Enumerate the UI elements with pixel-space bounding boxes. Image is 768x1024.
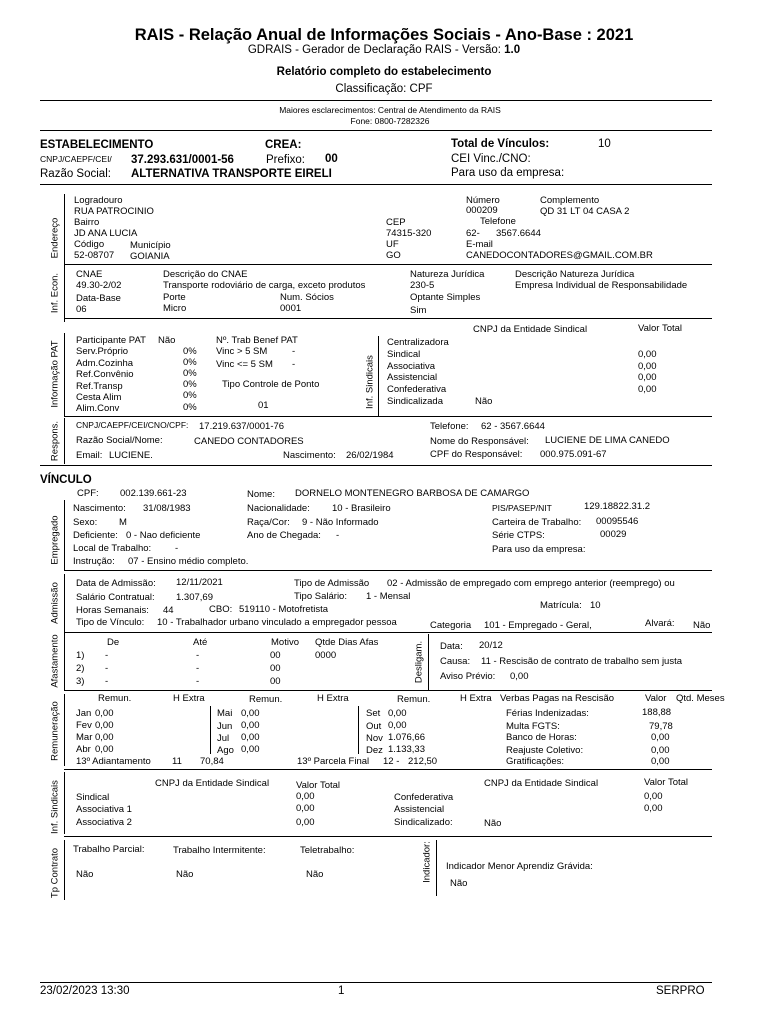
- local-trabalho-value: -: [175, 543, 179, 554]
- socios-value: 0001: [280, 303, 302, 314]
- desc-cnae-value: Transporte rodoviário de carga, exceto produtos: [163, 280, 366, 291]
- cnae-value: 49.30-2/02: [76, 280, 122, 291]
- sindicalizada-label: Sindicalizada: [387, 396, 443, 407]
- pis-value: 129.18822.31.2: [584, 501, 651, 512]
- intermitente-label: Trabalho Intermitente:: [173, 845, 266, 856]
- sindv-cnpj-header: CNPJ da Entidade Sindical: [484, 778, 599, 789]
- respons-nascimento-value: 26/02/1984: [346, 450, 394, 461]
- respons-telefone-label: Telefone:: [430, 421, 469, 432]
- footer-divider: [40, 982, 712, 983]
- nacionalidade-label: Nacionalidade:: [247, 503, 310, 514]
- afast-row-de: -: [105, 663, 109, 674]
- tipo-admissao-label: Tipo de Admissão: [294, 578, 370, 589]
- remun-header: Remun.: [397, 694, 431, 705]
- nacionalidade-value: 10 - Brasileiro: [332, 503, 391, 514]
- divider: [40, 465, 712, 466]
- side-label-indicador: Indicador:: [421, 841, 433, 883]
- afast-row-num: 2): [76, 663, 85, 674]
- side-label-remuneracao: Remuneração: [49, 701, 61, 761]
- side-label-afastamento: Afastamento: [49, 634, 61, 688]
- pat-row-value: 0%: [183, 368, 197, 379]
- alvara-label: Alvará:: [645, 618, 675, 629]
- afast-row-motivo: 00: [270, 676, 281, 687]
- admissao-data-value: 12/11/2021: [176, 577, 223, 588]
- database-value: 06: [76, 304, 87, 315]
- divider: [64, 416, 712, 417]
- remun-value: 0,00: [95, 708, 114, 719]
- porte-value: Micro: [163, 303, 187, 314]
- categoria-value: 101 - Empregado - Geral,: [484, 620, 592, 631]
- help-line: Maiores esclarecimentos: Central de Atendimento da RAIS: [279, 105, 501, 115]
- sexo-label: Sexo:: [73, 517, 98, 528]
- tipo-vinculo-value: 10 - Trabalhador urbano vinculado a empregador pessoa: [157, 617, 397, 628]
- remun-value: 0,00: [241, 732, 260, 743]
- remun-value: 0,00: [95, 732, 114, 743]
- sindv-row-value: 0,00: [644, 791, 663, 802]
- complemento-value: QD 31 LT 04 CASA 2: [540, 206, 630, 217]
- divider: [64, 836, 712, 837]
- cbo-value: 519110 - Motofretista: [239, 604, 329, 615]
- pat-row-label: Ref.Convênio: [76, 369, 134, 380]
- socios-label: Num. Sócios: [280, 292, 334, 303]
- telefone-value: 3567.6644: [496, 228, 541, 239]
- divider: [428, 632, 712, 633]
- pat-row-label: Serv.Próprio: [76, 346, 129, 357]
- chegada-label: Ano de Chegada:: [247, 530, 321, 541]
- porte-label: Porte: [163, 292, 186, 303]
- database-label: Data-Base: [76, 293, 121, 304]
- sindv-row-label: Associativa 2: [76, 817, 132, 828]
- side-rule: [428, 634, 429, 690]
- verba-value: 0,00: [651, 756, 670, 767]
- remun-value: 0,00: [241, 720, 260, 731]
- remun-month: Jul: [217, 733, 230, 744]
- afast-row-ate: -: [196, 676, 200, 687]
- total-vinculos-value: 10: [598, 138, 611, 150]
- categoria-label: Categoria: [430, 620, 472, 631]
- email-value: CANEDOCONTADORES@GMAIL.COM.BR: [466, 250, 653, 261]
- desc-natureza-value: Empresa Individual de Responsabilidade: [515, 280, 688, 291]
- admissao-data-label: Data de Admissão:: [76, 578, 156, 589]
- side-rule: [64, 694, 65, 766]
- sindv-cnpj-header: CNPJ da Entidade Sindical: [155, 778, 270, 789]
- verba-label: Gratificações:: [506, 756, 565, 767]
- verba-value: 0,00: [651, 745, 670, 756]
- remun-month: Set: [366, 708, 381, 719]
- salario-label: Salário Contratual:: [76, 592, 155, 603]
- sindv-row-label: Assistencial: [394, 804, 445, 815]
- remun-month: Mai: [217, 708, 233, 719]
- cpf-responsavel-value: 000.975.091-67: [540, 449, 607, 460]
- total-vinculos-label: Total de Vínculos:: [451, 138, 550, 150]
- hextra-header: H Extra: [317, 693, 349, 704]
- respons-email-label: Email:: [76, 450, 103, 461]
- complemento-label: Complemento: [540, 195, 600, 206]
- parcela-final-mes: 12 -: [383, 756, 400, 767]
- ntrab-pat-label: Nº. Trab Benef PAT: [216, 335, 298, 346]
- tipo-ponto-value: 01: [258, 400, 269, 411]
- horas-label: Horas Semanais:: [76, 605, 149, 616]
- pis-label: PIS/PASEP/NIT: [492, 503, 552, 513]
- deslig-data-label: Data:: [440, 641, 463, 652]
- gravida-label: Indicador Menor Aprendiz Grávida:: [446, 861, 593, 872]
- adiantamento-label: 13º Adiantamento: [76, 756, 151, 767]
- remun-month: Dez: [366, 745, 383, 756]
- matricula-value: 10: [590, 600, 601, 611]
- sind-row-label: Assistencial: [387, 372, 438, 383]
- divider: [64, 769, 712, 770]
- side-rule: [64, 634, 65, 690]
- phone-line: Fone: 0800-7282326: [350, 116, 430, 126]
- municipio-label: Município: [130, 240, 171, 251]
- participante-pat-label: Participante PAT: [76, 335, 146, 346]
- local-trabalho-label: Local de Trabalho:: [73, 543, 152, 554]
- side-label-pat: Informação PAT: [49, 340, 61, 408]
- remun-value: 1.133,33: [388, 744, 425, 755]
- participante-pat-value: Não: [158, 335, 176, 346]
- remun-value: 0,00: [95, 720, 114, 731]
- parcela-final-value: 212,50: [408, 756, 438, 767]
- verba-label: Reajuste Coletivo:: [506, 745, 584, 756]
- carteira-label: Carteira de Trabalho:: [492, 517, 582, 528]
- carteira-value: 00095546: [596, 516, 639, 527]
- natureza-label: Natureza Jurídica: [410, 269, 485, 280]
- sind-row-label: Associativa: [387, 361, 436, 372]
- divider: [64, 264, 712, 265]
- pat-row-value: 0%: [183, 357, 197, 368]
- version-value: 1.0: [504, 44, 521, 56]
- afast-row-num: 1): [76, 650, 85, 661]
- remun-value: 1.076,66: [388, 732, 425, 743]
- pat-row-value: 0%: [183, 402, 197, 413]
- sindv-row-label: Sindical: [76, 792, 110, 803]
- pat-row-value: 0%: [183, 390, 197, 401]
- valor-header: Valor: [645, 693, 667, 704]
- afast-row-de: -: [105, 650, 109, 661]
- emp-nascimento-value: 31/08/1983: [143, 503, 191, 514]
- vinc-menor-label: Vinc <= 5 SM: [216, 359, 273, 370]
- instrucao-value: 07 - Ensino médio completo.: [128, 556, 249, 567]
- afast-row-ate: -: [196, 650, 200, 661]
- sexo-value: M: [119, 517, 127, 528]
- sindv-row-value: 0,00: [296, 791, 315, 802]
- subtitle-text: GDRAIS - Gerador de Declaração RAIS - Versão:: [247, 44, 501, 56]
- afast-motivo-header: Motivo: [271, 637, 299, 648]
- parcela-final-label: 13º Parcela Final: [297, 756, 370, 767]
- vinc-menor-value: -: [292, 359, 296, 370]
- causa-label: Causa:: [440, 656, 471, 667]
- crea-label: CREA:: [265, 139, 302, 151]
- sindv-row-label: Associativa 1: [76, 804, 132, 815]
- verba-label: Férias Indenizadas:: [506, 708, 589, 719]
- page-number: 1: [338, 985, 345, 997]
- side-rule: [64, 418, 65, 464]
- remun-value: 0,00: [241, 744, 260, 755]
- prefixo-label: Prefixo:: [266, 154, 305, 166]
- side-rule: [64, 772, 65, 834]
- report-subtitle: [0, 45, 768, 57]
- hextra-header: H Extra: [460, 693, 492, 704]
- side-rule: [64, 266, 65, 322]
- afast-row-motivo: 00: [270, 663, 281, 674]
- tipo-salario-label: Tipo Salário:: [294, 591, 347, 602]
- centralizadora-label: Centralizadora: [387, 337, 449, 348]
- nome-responsavel-value: LUCIENE DE LIMA CANEDO: [545, 435, 670, 446]
- sind-valor-header: Valor Total: [638, 323, 683, 334]
- side-rule: [378, 336, 379, 416]
- pat-row-label: Adm.Cozinha: [76, 358, 134, 369]
- sindicalizado-label: Sindicalizado:: [394, 817, 453, 828]
- adiantamento-mes: 11: [172, 756, 182, 767]
- vinc-maior-label: Vinc > 5 SM: [216, 346, 268, 357]
- cbo-label: CBO:: [209, 604, 233, 615]
- cep-label: CEP: [386, 217, 406, 228]
- cnpj-label: CNPJ/CAEPF/CEI/: [40, 154, 112, 164]
- divider: [64, 318, 712, 319]
- remun-value: 0,00: [388, 708, 407, 719]
- codigo-label: Código: [74, 239, 105, 250]
- pat-row-value: 0%: [183, 346, 197, 357]
- adiantamento-value: 70,84: [200, 756, 224, 767]
- sind-row-value: 0,00: [638, 384, 657, 395]
- sindv-row-value: 0,00: [644, 803, 663, 814]
- alvara-value: Não: [693, 620, 711, 631]
- sindv-row-value: 0,00: [296, 817, 315, 828]
- remun-header: Remun.: [249, 694, 283, 705]
- side-rule: [64, 574, 65, 634]
- cpf-responsavel-label: CPF do Responsável:: [430, 449, 523, 460]
- cnae-label: CNAE: [76, 269, 103, 280]
- parcial-value: Não: [76, 869, 94, 880]
- sindv-valor-header: Valor Total: [644, 777, 689, 788]
- pat-row-label: Alim.Conv: [76, 403, 120, 414]
- footer-issuer: SERPRO: [656, 985, 705, 997]
- side-rule: [64, 840, 65, 900]
- afast-row-num: 3): [76, 676, 85, 687]
- side-rule: [64, 500, 65, 570]
- tipo-admissao-value: 02 - Admissão de empregado com emprego anterior (reemprego) ou: [387, 578, 675, 589]
- sindv-valor-header: Valor Total: [296, 780, 341, 791]
- logradouro-value: RUA PATROCINIO: [74, 206, 154, 217]
- vinculo-cpf-value: 002.139.661-23: [120, 488, 187, 499]
- respons-email-value: LUCIENE.: [109, 450, 153, 461]
- afast-row-ate: -: [196, 663, 200, 674]
- deficiente-label: Deficiente:: [73, 530, 118, 541]
- sindicalizada-value: Não: [475, 396, 493, 407]
- teletrabalho-value: Não: [306, 869, 324, 880]
- sind-row-value: 0,00: [638, 372, 657, 383]
- vinculo-cpf-label: CPF:: [77, 488, 99, 499]
- month-rule: [210, 706, 211, 754]
- serie-ctps-label: Série CTPS:: [492, 530, 545, 541]
- cnpj-value: 37.293.631/0001-56: [131, 154, 234, 166]
- verba-value: 79,78: [649, 721, 673, 732]
- side-label-respons: Respons.: [49, 420, 61, 462]
- matricula-label: Matrícula:: [540, 600, 582, 611]
- bairro-value: JD ANA LUCIA: [74, 228, 138, 239]
- optante-label: Optante Simples: [410, 292, 481, 303]
- pat-row-value: 0%: [183, 379, 197, 390]
- optante-value: Sim: [410, 305, 427, 316]
- remun-month: Ago: [217, 745, 234, 756]
- respons-razao-value: CANEDO CONTADORES: [194, 436, 304, 447]
- prefixo-value: 00: [325, 153, 338, 165]
- report-title: RAIS - Relação Anual de Informações Sociais - Ano-Base : 2021: [134, 26, 634, 44]
- logradouro-label: Logradouro: [74, 195, 123, 206]
- afast-dias-header: Qtde Dias Afas: [315, 637, 379, 648]
- side-label-sind-vinc: Inf. Sindicais: [49, 780, 61, 834]
- chegada-value: -: [336, 530, 340, 541]
- remun-header: Remun.: [98, 693, 132, 704]
- horas-value: 44: [163, 605, 174, 616]
- remun-month: Nov: [366, 733, 383, 744]
- remun-month: Mar: [76, 732, 93, 743]
- month-rule: [358, 706, 359, 754]
- divider: [64, 690, 712, 691]
- numero-value: 000209: [466, 205, 498, 216]
- desc-cnae-label: Descrição do CNAE: [163, 269, 248, 280]
- estab-heading: ESTABELECIMENTO: [40, 139, 154, 151]
- qtd-meses-header: Qtd. Meses: [676, 693, 725, 704]
- verba-label: Banco de Horas:: [506, 732, 577, 743]
- verba-value: 188,88: [642, 707, 672, 718]
- uso-empresa-label: Para uso da empresa:: [451, 167, 565, 179]
- afast-row-motivo: 00: [270, 650, 281, 661]
- respons-telefone-value: 62 - 3567.6644: [481, 421, 545, 432]
- divider: [40, 184, 712, 185]
- verba-label: Multa FGTS:: [506, 721, 560, 732]
- afast-ate-header: Até: [193, 637, 208, 648]
- report-name: Relatório completo do estabelecimento: [276, 66, 492, 78]
- sind-row-label: Confederativa: [387, 384, 447, 395]
- desc-natureza-label: Descrição Natureza Jurídica: [515, 269, 635, 280]
- sind-row-value: 0,00: [638, 349, 657, 360]
- deficiente-value: 0 - Nao deficiente: [126, 530, 201, 541]
- aviso-label: Aviso Prévio:: [440, 671, 496, 682]
- vinculo-nome-label: Nome:: [247, 489, 275, 500]
- side-label-econ: Inf. Econ.: [49, 272, 61, 314]
- respons-cnpj-value: 17.219.637/0001-76: [199, 421, 285, 432]
- remun-month: Out: [366, 721, 382, 732]
- tipo-ponto-label: Tipo Controle de Ponto: [222, 379, 320, 390]
- cep-value: 74315-320: [386, 228, 432, 239]
- side-label-empregado: Empregado: [49, 515, 61, 565]
- causa-value: 11 - Rescisão de contrato de trabalho sem justa: [481, 656, 683, 667]
- remun-month: Jun: [217, 721, 233, 732]
- salario-value: 1.307,69: [176, 592, 213, 603]
- remun-value: 0,00: [241, 708, 260, 719]
- tipo-vinculo-label: Tipo de Vínculo:: [76, 617, 145, 628]
- serie-ctps-value: 00029: [600, 529, 627, 540]
- parcial-label: Trabalho Parcial:: [73, 844, 145, 855]
- vinculo-nome-value: DORNELO MONTENEGRO BARBOSA DE CAMARGO: [295, 488, 530, 499]
- sind-cnpj-header: CNPJ da Entidade Sindical: [473, 324, 588, 335]
- razao-value: ALTERNATIVA TRANSPORTE EIRELI: [131, 168, 332, 180]
- verbas-header: Verbas Pagas na Rescisão: [500, 693, 615, 704]
- afast-row-dias: 0000: [315, 650, 337, 661]
- side-label-endereco: Endereço: [49, 217, 61, 259]
- aviso-value: 0,00: [510, 671, 529, 682]
- respons-nascimento-label: Nascimento:: [283, 450, 336, 461]
- ddd-value: 62-: [466, 228, 480, 239]
- remun-month: Abr: [76, 744, 91, 755]
- pat-row-label: Ref.Transp: [76, 381, 123, 392]
- sindv-row-value: 0,00: [296, 803, 315, 814]
- respons-cnpj-label: CNPJ/CAEPF/CEI/CNO/CPF:: [76, 420, 189, 430]
- bairro-label: Bairro: [74, 217, 100, 228]
- remun-value: 0,00: [388, 720, 407, 731]
- raca-label: Raça/Cor:: [247, 517, 290, 528]
- municipio-value: GOIANIA: [130, 251, 170, 262]
- afast-de-header: De: [107, 637, 120, 648]
- raca-value: 9 - Não Informado: [302, 517, 379, 528]
- codigo-value: 52-08707: [74, 250, 115, 261]
- header-divider: [40, 100, 712, 101]
- emp-nascimento-label: Nascimento:: [73, 503, 126, 514]
- pat-row-label: Cesta Alim: [76, 392, 122, 403]
- afast-row-de: -: [105, 676, 109, 687]
- verba-value: 0,00: [651, 732, 670, 743]
- vinc-maior-value: -: [292, 346, 296, 357]
- sindicalizado-value: Não: [484, 818, 502, 829]
- remun-value: 0,00: [95, 744, 114, 755]
- side-label-sind-estab: Inf. Sindicais: [364, 355, 376, 409]
- header-divider-2: [40, 130, 712, 131]
- uf-value: GO: [386, 250, 401, 261]
- divider: [64, 632, 428, 633]
- side-label-desligamento: Desligam.: [413, 640, 425, 684]
- cei-label: CEI Vinc./CNO:: [451, 153, 531, 165]
- uso-empresa-vinc-label: Para uso da empresa:: [492, 544, 586, 555]
- sindv-row-label: Confederativa: [394, 792, 454, 803]
- natureza-value: 230-5: [410, 280, 435, 291]
- classification: Classificação: CPF: [335, 83, 433, 95]
- side-label-admissao: Admissão: [49, 582, 61, 624]
- hextra-header: H Extra: [173, 693, 205, 704]
- gravida-value: Não: [450, 878, 468, 889]
- respons-razao-label: Razão Social/Nome:: [76, 435, 163, 446]
- uf-label: UF: [386, 239, 399, 250]
- remun-month: Jan: [76, 708, 92, 719]
- intermitente-value: Não: [176, 869, 194, 880]
- side-label-contrato: Tp Contrato: [49, 847, 61, 899]
- numero-label: Número: [466, 195, 500, 206]
- sind-row-label: Sindical: [387, 349, 421, 360]
- nome-responsavel-label: Nome do Responsável:: [430, 436, 529, 447]
- sind-row-value: 0,00: [638, 361, 657, 372]
- telefone-label: Telefone: [480, 216, 516, 227]
- side-rule: [436, 840, 437, 896]
- divider: [64, 570, 712, 571]
- deslig-data-value: 20/12: [479, 640, 503, 651]
- footer-datetime: 23/02/2023 13:30: [40, 985, 130, 997]
- tipo-salario-value: 1 - Mensal: [366, 591, 411, 602]
- side-rule: [64, 333, 65, 416]
- vinculo-heading: VÍNCULO: [40, 474, 92, 486]
- remun-month: Fev: [76, 720, 92, 731]
- email-label: E-mail: [466, 239, 493, 250]
- teletrabalho-label: Teletrabalho:: [300, 845, 355, 856]
- instrucao-label: Instrução:: [73, 556, 115, 567]
- razao-label: Razão Social:: [40, 168, 111, 180]
